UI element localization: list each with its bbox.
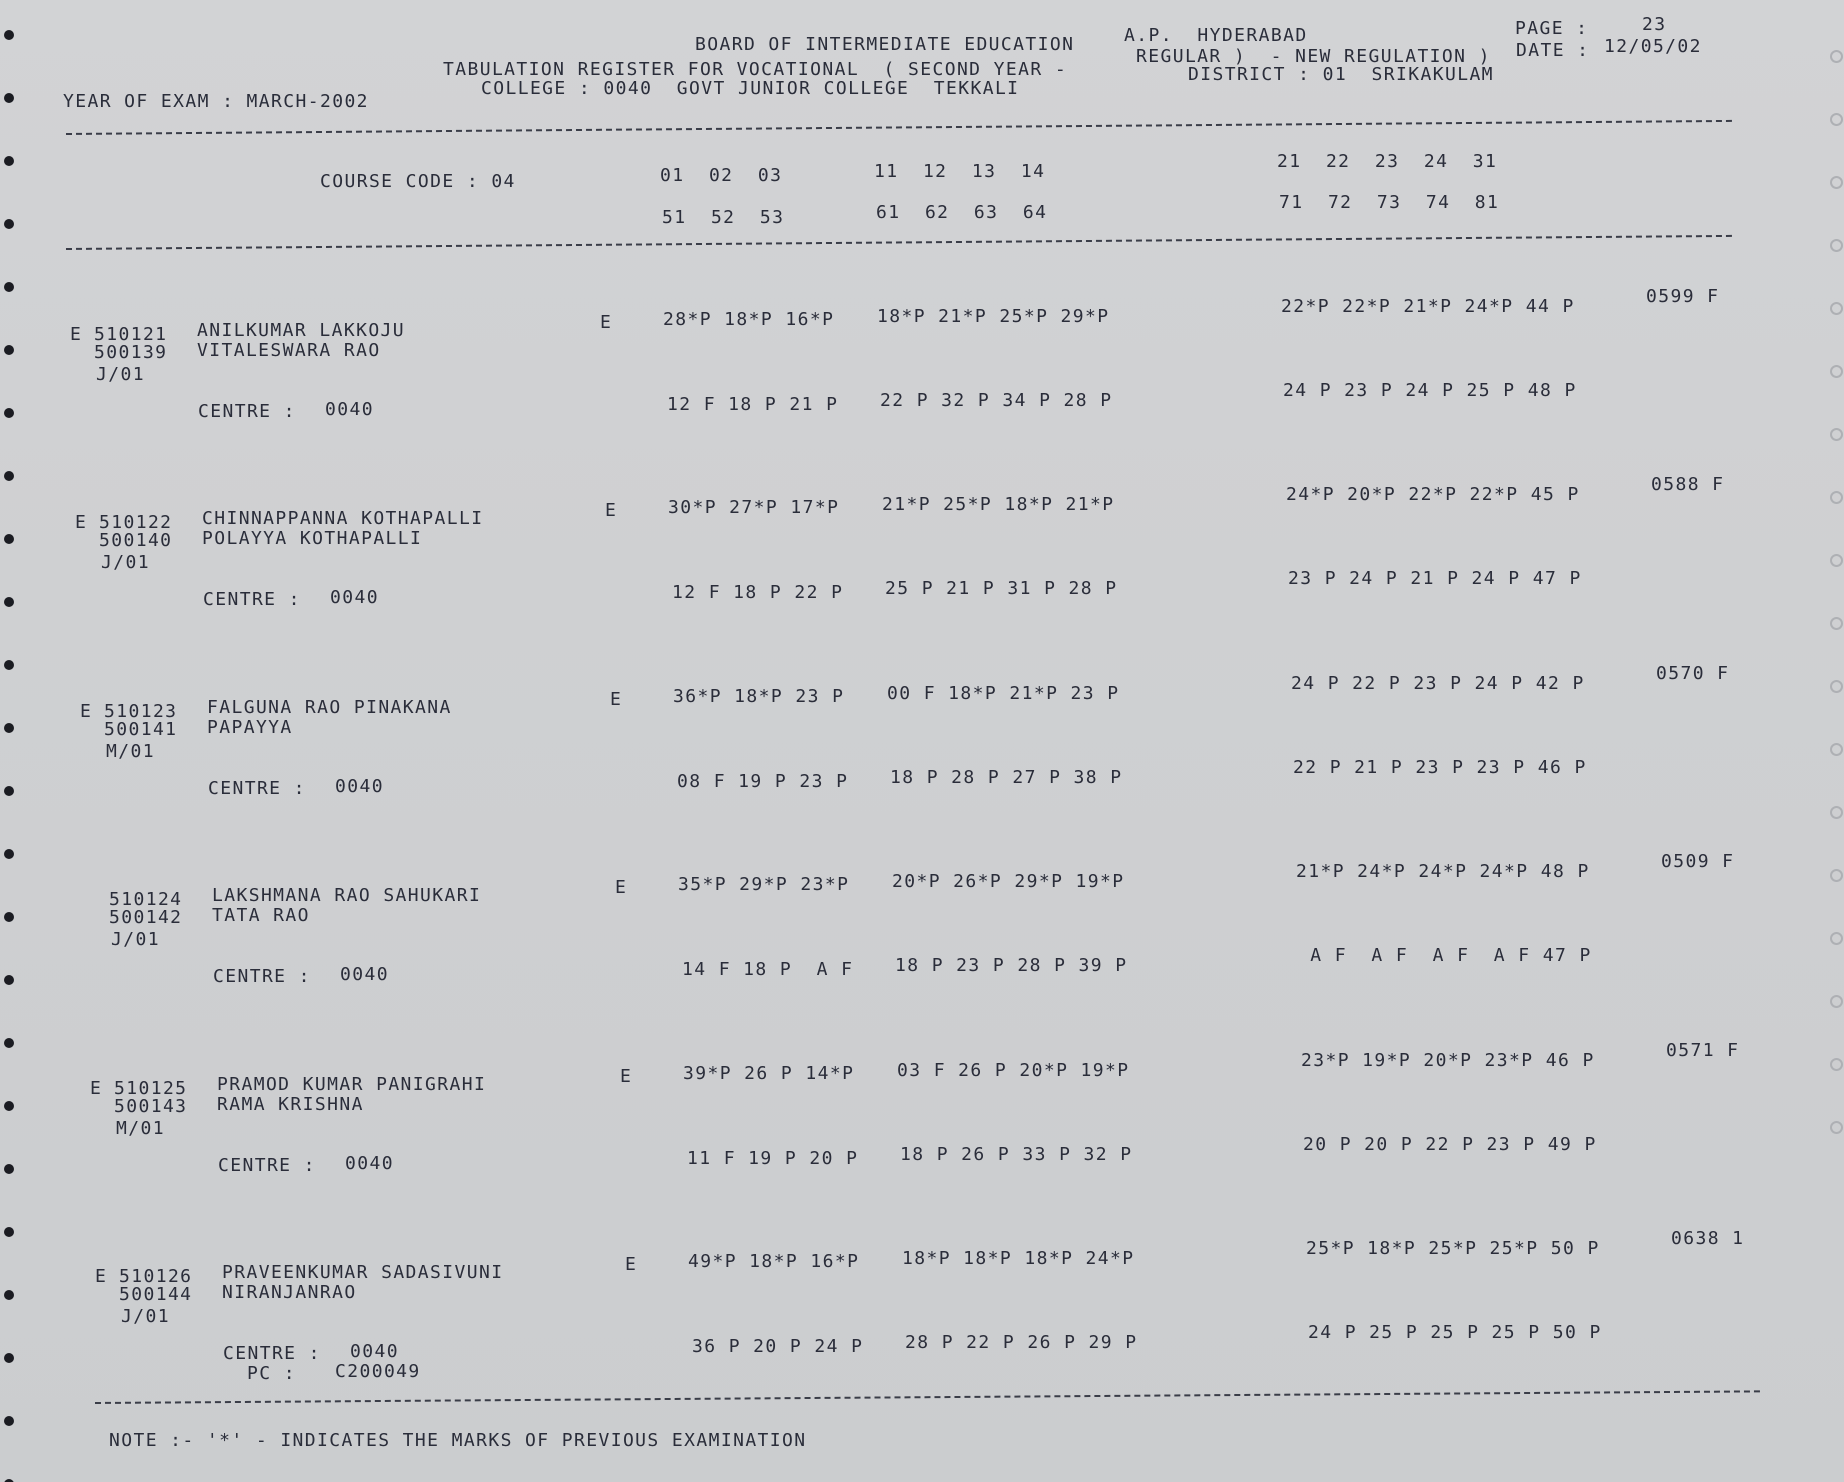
feed-hole xyxy=(4,1101,14,1111)
feed-hole xyxy=(1830,806,1843,819)
centre-label: CENTRE : xyxy=(208,778,306,799)
feed-hole xyxy=(4,1353,14,1363)
group-code: J/01 xyxy=(96,364,145,385)
marks-row1-group1: 49*P 18*P 16*P xyxy=(688,1251,860,1272)
marks-row1-group3: 24*P 20*P 22*P 22*P 45 P xyxy=(1286,484,1580,505)
marks-row1-group2: 20*P 26*P 29*P 19*P xyxy=(892,871,1125,892)
marks-row2-group1: 14 F 18 P A F xyxy=(682,959,854,980)
feed-hole xyxy=(4,156,14,166)
feed-hole xyxy=(4,1227,14,1237)
marks-row1-group2: 03 F 26 P 20*P 19*P xyxy=(897,1060,1130,1081)
feed-hole xyxy=(4,282,14,292)
father-name: RAMA KRISHNA xyxy=(217,1094,364,1115)
feed-hole xyxy=(1830,302,1843,315)
feed-hole xyxy=(1830,176,1843,189)
subject-codes-row1-group2: 11 12 13 14 xyxy=(874,161,1046,182)
father-name: VITALESWARA RAO xyxy=(197,340,381,361)
marks-row1-group3: 21*P 24*P 24*P 24*P 48 P xyxy=(1296,861,1590,882)
centre-code: 0040 xyxy=(335,776,384,797)
grand-total-result: 0570 F xyxy=(1656,663,1730,684)
marks-row2-group2: 25 P 21 P 31 P 28 P xyxy=(885,578,1118,599)
marks-row2-group3: 22 P 21 P 23 P 23 P 46 P xyxy=(1293,757,1587,778)
feed-hole xyxy=(4,1290,14,1300)
roll-number: 500140 xyxy=(99,530,173,551)
roll-number: 500142 xyxy=(109,907,183,928)
centre-label: CENTRE : xyxy=(203,589,301,610)
marks-row2-group3: 23 P 24 P 21 P 24 P 47 P xyxy=(1288,568,1582,589)
centre-code: 0040 xyxy=(350,1341,399,1362)
feed-hole xyxy=(1830,617,1843,630)
marks-row2-group1: 36 P 20 P 24 P xyxy=(692,1336,864,1357)
grand-total-result: 0588 F xyxy=(1651,474,1725,495)
feed-hole xyxy=(1830,428,1843,441)
register-number: 510126 xyxy=(119,1266,193,1287)
feed-hole xyxy=(1830,365,1843,378)
centre-label: CENTRE : xyxy=(213,966,311,987)
feed-hole xyxy=(4,471,14,481)
district-name: DISTRICT : 01 SRIKAKULAM xyxy=(1188,64,1494,85)
feed-hole xyxy=(4,93,14,103)
subject-codes-row1-group3: 21 22 23 24 31 xyxy=(1277,151,1498,172)
roll-number: 500139 xyxy=(94,342,168,363)
marks-row2-group2: 28 P 22 P 26 P 29 P xyxy=(905,1332,1138,1353)
course-code: COURSE CODE : 04 xyxy=(320,171,516,192)
feed-hole xyxy=(4,345,14,355)
regulation-type: REGULAR ) - NEW REGULATION ) xyxy=(1136,46,1491,67)
marks-row2-group2: 18 P 28 P 27 P 38 P xyxy=(890,767,1123,788)
feed-hole xyxy=(1830,491,1843,504)
medium-code: E xyxy=(605,500,618,521)
marks-row1-group3: 24 P 22 P 23 P 24 P 42 P xyxy=(1291,673,1585,694)
feed-hole xyxy=(1830,995,1843,1008)
marks-row1-group2: 18*P 21*P 25*P 29*P xyxy=(877,306,1110,327)
feed-hole xyxy=(4,912,14,922)
feed-hole xyxy=(4,975,14,985)
prefix-letter: E xyxy=(75,512,88,533)
feed-hole xyxy=(4,219,14,229)
roll-number: 500144 xyxy=(119,1284,193,1305)
feed-hole xyxy=(4,849,14,859)
subject-codes-row1-group1: 01 02 03 xyxy=(660,165,783,186)
feed-hole xyxy=(1830,50,1843,63)
grand-total-result: 0599 F xyxy=(1646,286,1720,307)
candidate-name: CHINNAPPANNA KOTHAPALLI xyxy=(202,508,484,529)
roll-number: 500143 xyxy=(114,1096,188,1117)
feed-hole xyxy=(4,1416,14,1426)
page-number: 23 xyxy=(1642,14,1667,35)
feed-hole xyxy=(4,597,14,607)
centre-code: 0040 xyxy=(325,399,374,420)
register-number: 510121 xyxy=(94,324,168,345)
feed-hole xyxy=(1830,1121,1843,1134)
candidate-name: PRAMOD KUMAR PANIGRAHI xyxy=(217,1074,487,1095)
college-name: COLLEGE : 0040 GOVT JUNIOR COLLEGE TEKKALI xyxy=(481,78,1020,99)
centre-label: CENTRE : xyxy=(218,1155,316,1176)
register-title: TABULATION REGISTER FOR VOCATIONAL ( SECOND YEAR - xyxy=(443,59,1068,80)
feed-hole xyxy=(4,408,14,418)
medium-code: E xyxy=(615,877,628,898)
prefix-letter: E xyxy=(80,701,93,722)
centre-code: 0040 xyxy=(330,587,379,608)
grand-total-result: 0638 1 xyxy=(1671,1228,1745,1249)
header-divider-top xyxy=(66,120,1732,135)
candidate-name: LAKSHMANA RAO SAHUKARI xyxy=(212,885,482,906)
marks-row2-group3: 24 P 23 P 24 P 25 P 48 P xyxy=(1283,380,1577,401)
feed-hole xyxy=(1830,239,1843,252)
register-number: 510124 xyxy=(109,889,183,910)
feed-hole xyxy=(1830,932,1843,945)
candidate-name: FALGUNA RAO PINAKANA xyxy=(207,697,452,718)
candidate-name: PRAVEENKUMAR SADASIVUNI xyxy=(222,1262,504,1283)
group-code: M/01 xyxy=(116,1118,165,1139)
print-date: 12/05/02 xyxy=(1604,36,1702,57)
marks-row1-group2: 21*P 25*P 18*P 21*P xyxy=(882,494,1115,515)
feed-hole xyxy=(1830,1058,1843,1071)
feed-hole xyxy=(1830,869,1843,882)
feed-hole xyxy=(4,786,14,796)
father-name: POLAYYA KOTHAPALLI xyxy=(202,528,423,549)
grand-total-result: 0509 F xyxy=(1661,851,1735,872)
marks-row1-group3: 22*P 22*P 21*P 24*P 44 P xyxy=(1281,296,1575,317)
father-name: NIRANJANRAO xyxy=(222,1282,357,1303)
father-name: TATA RAO xyxy=(212,905,310,926)
marks-row1-group3: 25*P 18*P 25*P 25*P 50 P xyxy=(1306,1238,1600,1259)
marks-row2-group3: 20 P 20 P 22 P 23 P 49 P xyxy=(1303,1134,1597,1155)
subject-codes-row2-group3: 71 72 73 74 81 xyxy=(1279,192,1500,213)
marks-row1-group1: 36*P 18*P 23 P xyxy=(673,686,845,707)
feed-hole xyxy=(1830,680,1843,693)
board-location: A.P. HYDERABAD xyxy=(1124,25,1308,46)
medium-code: E xyxy=(600,312,613,333)
pc-code: C200049 xyxy=(335,1361,421,1382)
marks-row2-group1: 12 F 18 P 21 P xyxy=(667,394,839,415)
marks-row1-group1: 28*P 18*P 16*P xyxy=(663,309,835,330)
medium-code: E xyxy=(610,689,623,710)
feed-hole xyxy=(1830,554,1843,567)
marks-row2-group2: 18 P 26 P 33 P 32 P xyxy=(900,1144,1133,1165)
marks-row2-group1: 11 F 19 P 20 P xyxy=(687,1148,859,1169)
feed-hole xyxy=(4,1038,14,1048)
feed-hole xyxy=(4,723,14,733)
register-number: 510123 xyxy=(104,701,178,722)
medium-code: E xyxy=(625,1254,638,1275)
marks-row2-group3: A F A F A F A F 47 P xyxy=(1298,945,1592,966)
feed-hole xyxy=(4,660,14,670)
footnote: NOTE :- '*' - INDICATES THE MARKS OF PREVIOUS EXAMINATION xyxy=(109,1430,807,1451)
centre-code: 0040 xyxy=(340,964,389,985)
marks-row1-group1: 30*P 27*P 17*P xyxy=(668,497,840,518)
subject-codes-row2-group2: 61 62 63 64 xyxy=(876,202,1048,223)
marks-row1-group3: 23*P 19*P 20*P 23*P 46 P xyxy=(1301,1050,1595,1071)
prefix-letter: E xyxy=(95,1266,108,1287)
register-number: 510122 xyxy=(99,512,173,533)
marks-row1-group2: 00 F 18*P 21*P 23 P xyxy=(887,683,1120,704)
group-code: J/01 xyxy=(101,552,150,573)
header-divider-bottom xyxy=(66,235,1732,250)
pc-label: PC : xyxy=(247,1363,296,1384)
page-label: PAGE : xyxy=(1515,18,1589,39)
grand-total-result: 0571 F xyxy=(1666,1040,1740,1061)
marks-row2-group1: 12 F 18 P 22 P xyxy=(672,582,844,603)
roll-number: 500141 xyxy=(104,719,178,740)
marks-row2-group2: 18 P 23 P 28 P 39 P xyxy=(895,955,1128,976)
marks-row2-group2: 22 P 32 P 34 P 28 P xyxy=(880,390,1113,411)
centre-label: CENTRE : xyxy=(223,1343,321,1364)
feed-hole xyxy=(4,30,14,40)
group-code: J/01 xyxy=(111,929,160,950)
marks-row2-group3: 24 P 25 P 25 P 25 P 50 P xyxy=(1308,1322,1602,1343)
feed-hole xyxy=(1830,743,1843,756)
date-label: DATE : xyxy=(1516,40,1590,61)
feed-hole xyxy=(1830,113,1843,126)
prefix-letter: E xyxy=(70,324,83,345)
register-number: 510125 xyxy=(114,1078,188,1099)
feed-hole xyxy=(4,1164,14,1174)
centre-label: CENTRE : xyxy=(198,401,296,422)
centre-code: 0040 xyxy=(345,1153,394,1174)
father-name: PAPAYYA xyxy=(207,717,293,738)
group-code: M/01 xyxy=(106,741,155,762)
group-code: J/01 xyxy=(121,1306,170,1327)
candidate-name: ANILKUMAR LAKKOJU xyxy=(197,320,406,341)
feed-hole xyxy=(4,534,14,544)
prefix-letter: E xyxy=(90,1078,103,1099)
marks-row1-group1: 39*P 26 P 14*P xyxy=(683,1063,855,1084)
subject-codes-row2-group1: 51 52 53 xyxy=(662,207,785,228)
year-of-exam: YEAR OF EXAM : MARCH-2002 xyxy=(63,91,369,112)
marks-row1-group2: 18*P 18*P 18*P 24*P xyxy=(902,1248,1135,1269)
marks-row1-group1: 35*P 29*P 23*P xyxy=(678,874,850,895)
medium-code: E xyxy=(620,1066,633,1087)
footer-divider xyxy=(95,1390,1760,1404)
marks-row2-group1: 08 F 19 P 23 P xyxy=(677,771,849,792)
board-title: BOARD OF INTERMEDIATE EDUCATION xyxy=(695,34,1075,55)
